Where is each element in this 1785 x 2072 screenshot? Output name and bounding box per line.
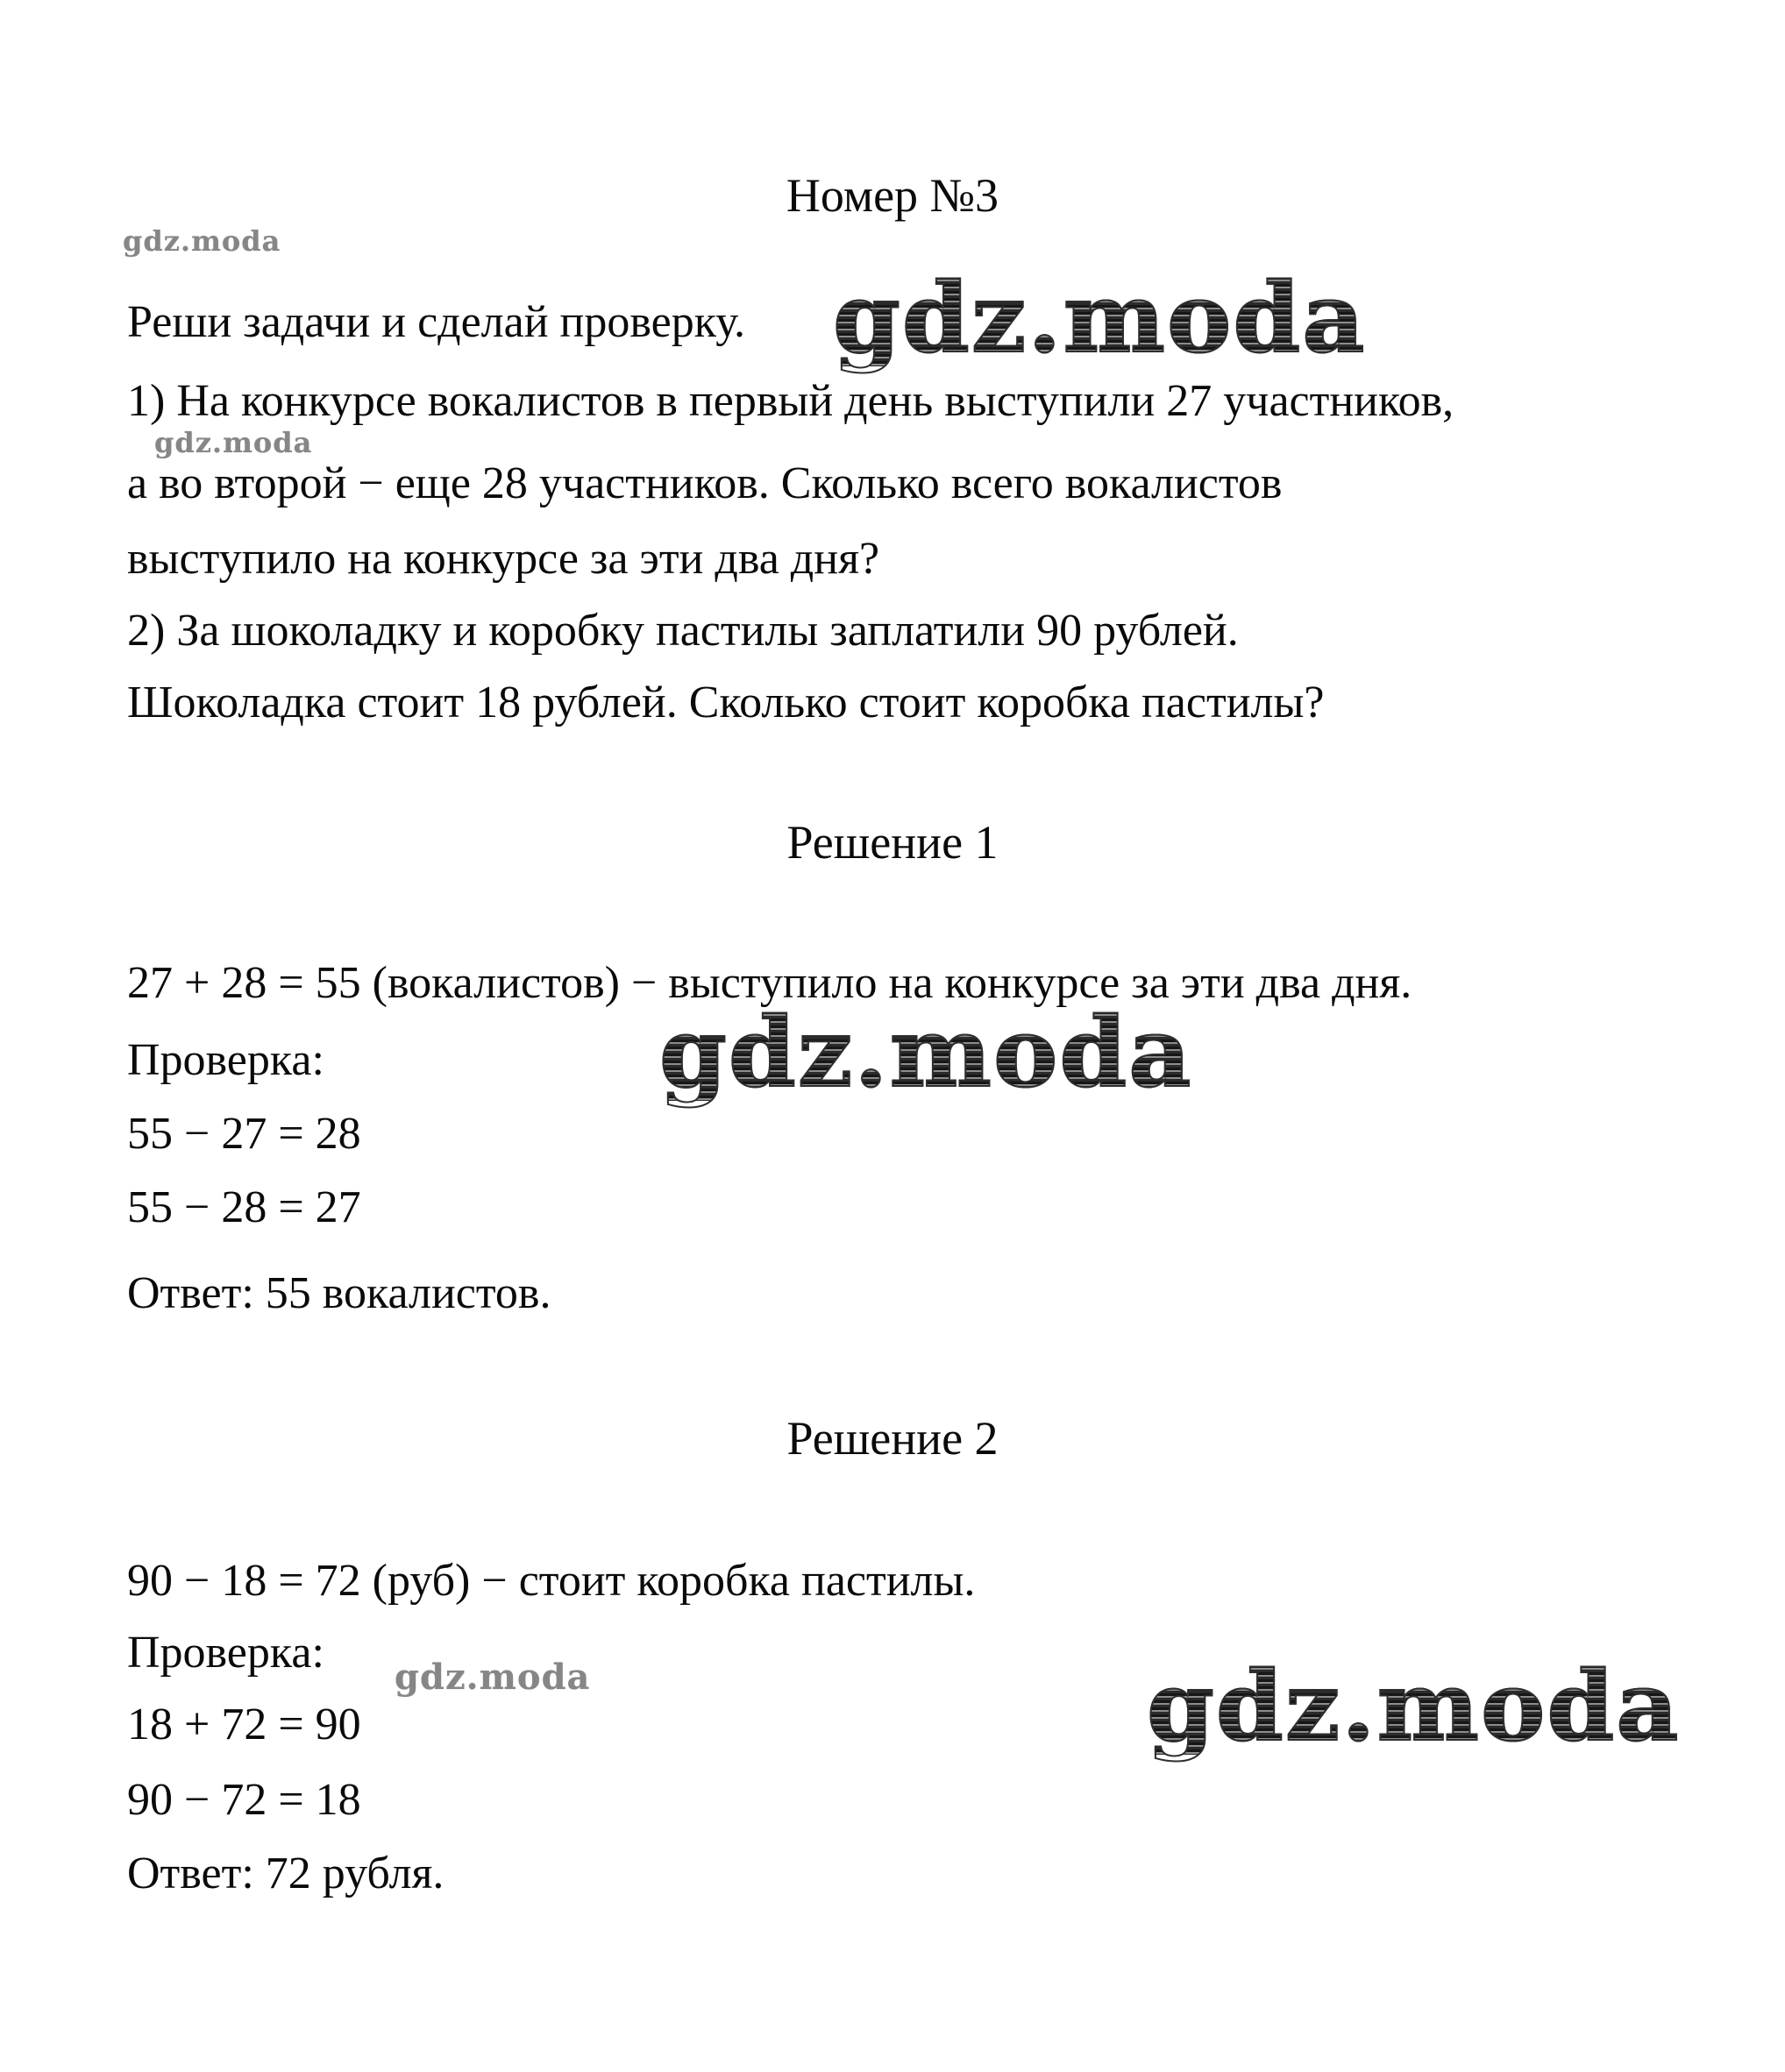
task1-line-2: а во второй − еще 28 участников. Сколько всего вокалистов bbox=[127, 458, 1283, 508]
solution1-statement: 27 + 28 = 55 (вокалистов) − выступило на конкурсе за эти два дня. bbox=[127, 958, 1412, 1008]
task1-line-1: 1) На конкурсе вокалистов в первый день выступили 27 участников, bbox=[127, 376, 1454, 426]
solution2-check-equation-1: 18 + 72 = 90 bbox=[127, 1699, 361, 1749]
task1-line-3: выступило на конкурсе за эти два дня? bbox=[127, 534, 880, 584]
solution1-check-label: Проверка: bbox=[127, 1035, 324, 1085]
watermark-gdz-moda-small-top: gdz.moda bbox=[123, 224, 281, 258]
solution2-heading: Решение 2 bbox=[786, 1412, 999, 1465]
page-title: Номер №3 bbox=[786, 169, 999, 222]
watermark-gdz-moda-small-middle: gdz.moda bbox=[154, 426, 313, 459]
watermark-gdz-moda-large-bottom: gdz.moda bbox=[1147, 1650, 1681, 1763]
task2-line-2: Шоколадка стоит 18 рублей. Сколько стоит коробка пастилы? bbox=[127, 678, 1325, 727]
solution2-answer: Ответ: 72 рубля. bbox=[127, 1848, 444, 1898]
solution1-heading: Решение 1 bbox=[786, 816, 999, 869]
watermark-gdz-moda-large-middle: gdz.moda bbox=[659, 996, 1193, 1109]
task2-line-1: 2) За шоколадку и коробку пастилы заплатили 90 рублей. bbox=[127, 606, 1239, 656]
solution2-check-equation-2: 90 − 72 = 18 bbox=[127, 1775, 361, 1825]
solution1-check-equation-1: 55 − 27 = 28 bbox=[127, 1109, 361, 1159]
watermark-gdz-moda-large-top: gdz.moda bbox=[833, 261, 1367, 374]
solution1-check-equation-2: 55 − 28 = 27 bbox=[127, 1182, 361, 1232]
solution2-statement: 90 − 18 = 72 (руб) − стоит коробка пастилы. bbox=[127, 1556, 976, 1606]
intro-line: Реши задачи и сделай проверку. bbox=[127, 297, 746, 347]
watermark-gdz-moda-small-bottom: gdz.moda bbox=[395, 1657, 591, 1698]
solution2-check-label: Проверка: bbox=[127, 1628, 324, 1678]
solution1-answer: Ответ: 55 вокалистов. bbox=[127, 1268, 551, 1318]
